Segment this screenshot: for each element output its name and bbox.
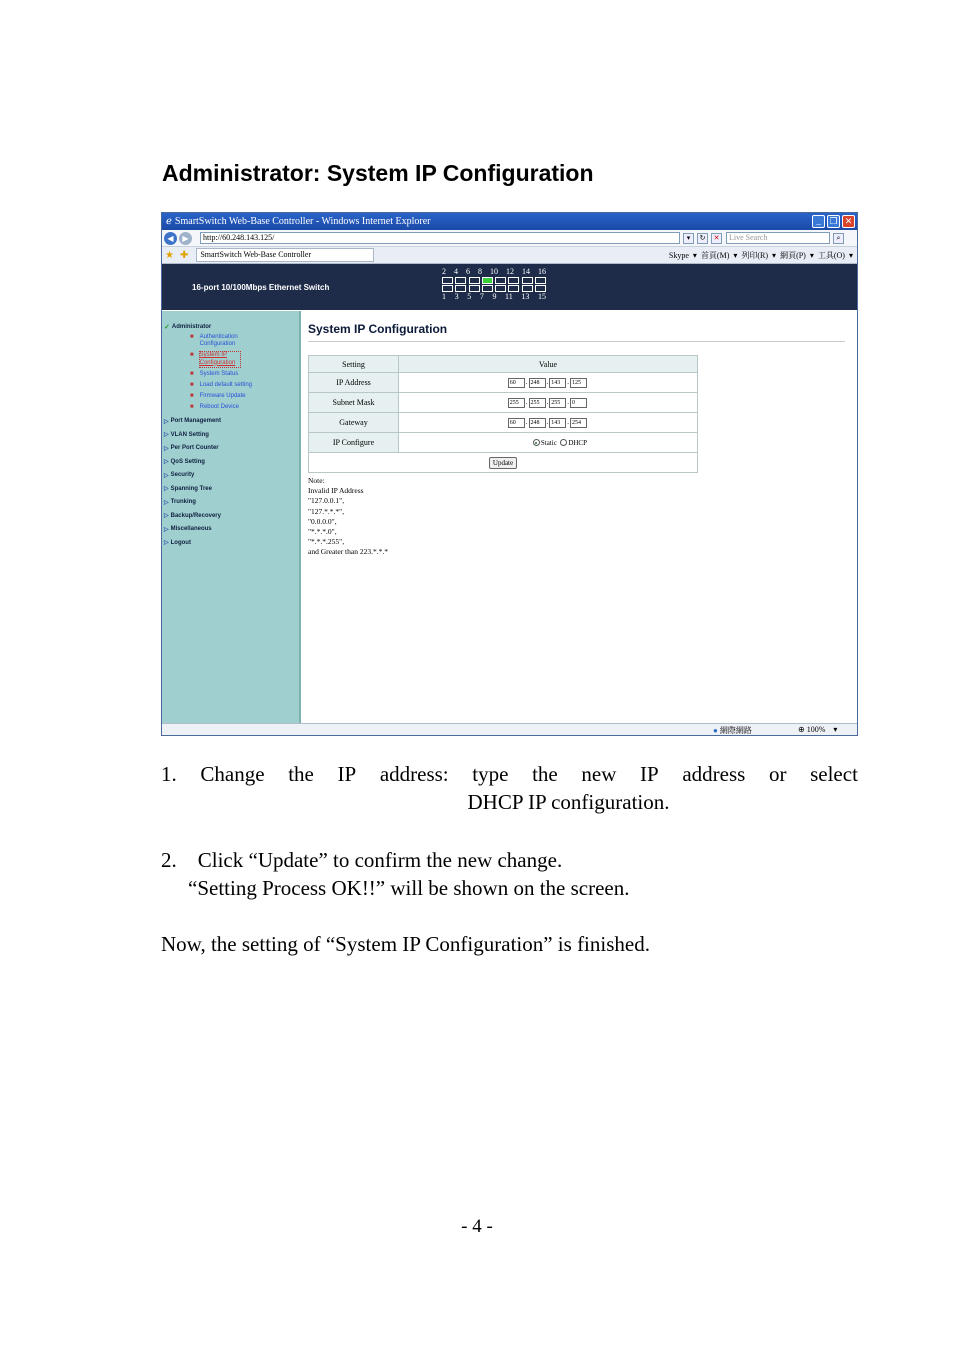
static-label: Static <box>540 438 557 447</box>
sidebar-subitem-system-status[interactable] <box>162 371 299 379</box>
switch-header <box>162 264 857 310</box>
port-number: 6 <box>466 267 470 276</box>
port-led <box>508 277 519 284</box>
ip-configure-label: IP Configure <box>309 433 399 453</box>
table-row <box>309 413 698 433</box>
step-2-line-2: “Setting Process OK!!” will be shown on the screen. <box>188 876 630 900</box>
step-2-line-1: 2. Click “Update” to confirm the new change. <box>161 848 563 872</box>
expand-arrow-icon: ▷ <box>164 486 169 493</box>
expand-arrow-icon: ▷ <box>164 445 169 452</box>
gateway-octet-3-input[interactable]: 143 <box>549 418 566 428</box>
step-1-line-1 <box>161 760 858 788</box>
sidebar-item-label: VLAN Setting <box>170 431 209 438</box>
check-icon: ✓ <box>164 323 170 331</box>
gateway-label: Gateway <box>309 413 399 433</box>
subnet-mask-label: Subnet Mask <box>309 393 399 413</box>
sidebar-item-label: Security <box>170 472 195 479</box>
update-cell <box>309 453 698 473</box>
browser-tab[interactable]: SmartSwitch Web-Base Controller <box>196 248 374 262</box>
subnet-mask-value: 255 . 255 . 255 . 0 <box>399 393 698 413</box>
expand-arrow-icon: ▷ <box>164 459 169 466</box>
port-led <box>508 285 519 292</box>
page-content <box>162 311 857 723</box>
port-led <box>442 277 453 284</box>
port-led <box>482 285 493 292</box>
dropdown-icon[interactable]: ▾ <box>683 233 694 244</box>
ip-octet-2-input[interactable]: 248 <box>529 378 546 388</box>
port-number: 12 <box>506 267 514 276</box>
port-number: 13 <box>521 292 530 301</box>
title-divider <box>308 341 845 342</box>
port-row-top <box>442 277 546 284</box>
port-number: 1 <box>442 292 446 301</box>
minimize-icon[interactable]: _ <box>812 215 825 228</box>
gateway-octet-4-input[interactable]: 254 <box>570 418 587 428</box>
port-row-bottom <box>442 285 546 292</box>
url-input[interactable]: http://60.248.143.125/ <box>200 232 680 244</box>
note-line: Invalid IP Address <box>308 486 364 496</box>
ip-address-value: 60 . 248 . 143 . 125 <box>399 373 698 393</box>
chevron-down-icon: ▾ <box>827 725 838 734</box>
port-number: 3 <box>454 292 459 301</box>
dhcp-radio[interactable] <box>560 439 567 446</box>
sidebar-item-port-counter[interactable] <box>162 442 299 456</box>
ip-configure-value <box>399 433 698 453</box>
window-title: SmartSwitch Web-Base Controller - Windows Internet Explorer <box>174 216 431 227</box>
note-line: and Greater than 223.*.*.* <box>308 547 388 557</box>
port-led <box>455 277 466 284</box>
search-icon[interactable]: ⌕ <box>833 233 844 244</box>
port-number: 5 <box>467 292 472 301</box>
sidebar-item-security[interactable] <box>162 469 299 483</box>
ip-octet-3-input[interactable]: 143 <box>549 378 566 388</box>
refresh-icon[interactable]: ↻ <box>697 233 708 244</box>
add-favorite-icon[interactable]: ✚ <box>179 249 189 261</box>
sidebar-item-trunking[interactable] <box>162 496 299 510</box>
port-number: 11 <box>505 292 513 301</box>
main-panel <box>301 311 857 723</box>
internet-zone-status <box>713 725 752 736</box>
static-radio[interactable] <box>533 439 540 446</box>
note-line: "127.*.*.*", <box>308 506 345 516</box>
bullet-icon: ■ <box>190 392 194 399</box>
note-line: "*.*.*.0", <box>308 527 337 537</box>
port-numbers-top <box>442 267 546 276</box>
note-line: Note: <box>308 476 325 485</box>
zoom-label: 100% <box>806 725 826 734</box>
sidebar-item-spanning-tree[interactable] <box>162 482 299 496</box>
port-number: 8 <box>478 267 482 276</box>
note-line: "*.*.*.255", <box>308 537 345 547</box>
mask-octet-2-input[interactable]: 255 <box>529 398 546 408</box>
gateway-value: 60 . 248 . 143 . 254 <box>399 413 698 433</box>
bullet-icon: ■ <box>190 370 194 377</box>
dhcp-label: DHCP <box>568 438 587 447</box>
stop-icon[interactable]: ✕ <box>711 233 722 244</box>
port-led <box>442 285 453 292</box>
ip-address-label: IP Address <box>309 373 399 393</box>
step-word: Change <box>200 762 265 786</box>
step-word: type <box>472 762 509 786</box>
maximize-icon[interactable]: ❐ <box>827 215 840 228</box>
status-bar <box>162 723 857 735</box>
note-line: "0.0.0.0", <box>308 516 337 526</box>
sidebar-item-label: Per Port Counter <box>170 445 219 452</box>
search-input[interactable]: Live Search <box>726 232 830 244</box>
sidebar-subitem-authentication[interactable] <box>162 334 299 349</box>
step-word: new <box>581 762 617 786</box>
table-row <box>309 453 698 473</box>
bullet-icon: ■ <box>190 381 194 388</box>
port-number: 7 <box>479 292 484 301</box>
sidebar-item-label: Backup/Recovery <box>170 512 221 519</box>
step-word: the <box>532 762 558 786</box>
port-number: 15 <box>537 292 546 301</box>
table-row <box>309 433 698 453</box>
port-led <box>522 277 533 284</box>
sidebar-item-port-management[interactable] <box>162 415 299 429</box>
sidebar-item-backup[interactable] <box>162 509 299 523</box>
expand-arrow-icon: ▷ <box>164 526 169 533</box>
back-icon[interactable]: ◀ <box>164 232 177 245</box>
step-1 <box>161 760 858 816</box>
table-row <box>309 393 698 413</box>
bullet-icon: ■ <box>190 333 194 340</box>
sidebar-item-misc[interactable] <box>162 523 299 537</box>
port-numbers-bottom <box>442 292 546 301</box>
port-led <box>495 285 506 292</box>
sidebar-item-label: QoS Setting <box>170 458 205 465</box>
window-titlebar <box>162 213 857 230</box>
sidebar-subitem-load-default[interactable] <box>162 382 299 390</box>
bullet-icon: ■ <box>190 352 194 358</box>
sidebar-subitem-label: Load default setting <box>199 381 252 388</box>
close-icon[interactable]: ✕ <box>842 215 855 228</box>
favorites-star-icon[interactable]: ★ <box>165 249 174 261</box>
sidebar-item-label: Trunking <box>170 499 196 506</box>
sidebar-subitem-system-ip[interactable] <box>162 352 299 367</box>
step-word: address <box>682 762 746 786</box>
ip-octet-1-input[interactable]: 60 <box>508 378 525 388</box>
command-bar[interactable]: Skype ▾ 首頁(M) ▾ 列印(R) ▾ 網頁(P) ▾ 工具(O) ▾ <box>668 251 853 260</box>
page-number: - 4 - <box>461 1216 493 1237</box>
port-panel <box>442 267 546 301</box>
ip-octet-4-input[interactable]: 125 <box>570 378 587 388</box>
sidebar-subitem-label: Firmware Update <box>199 392 246 399</box>
page-title: System IP Configuration <box>308 322 448 336</box>
bullet-icon: ■ <box>190 403 194 410</box>
column-header-setting: Setting <box>309 356 399 373</box>
gateway-octet-2-input[interactable]: 248 <box>529 418 546 428</box>
sidebar-item-administrator[interactable] <box>162 320 299 334</box>
sidebar-item-vlan[interactable] <box>162 428 299 442</box>
address-bar <box>162 230 857 247</box>
switch-title: 16-port 10/100Mbps Ethernet Switch <box>192 283 330 292</box>
zoom-icon: ⊕ <box>798 725 805 734</box>
table-header-row <box>309 356 698 373</box>
sidebar-subitem-label: Reboot Device <box>199 403 239 410</box>
mask-octet-3-input[interactable]: 255 <box>549 398 566 408</box>
port-number: 16 <box>538 267 546 276</box>
notes-block <box>308 476 388 558</box>
sidebar-item-qos[interactable] <box>162 455 299 469</box>
note-line: "127.0.0.1", <box>308 496 345 506</box>
port-led <box>495 277 506 284</box>
column-header-value: Value <box>399 356 698 373</box>
globe-icon: ● <box>713 726 718 735</box>
window-controls <box>812 215 855 228</box>
step-word: IP <box>640 762 659 786</box>
ip-config-table <box>308 355 698 473</box>
step-word: IP <box>337 762 357 786</box>
update-button[interactable]: Update <box>489 457 517 469</box>
mask-octet-4-input[interactable]: 0 <box>570 398 587 408</box>
sidebar-menu <box>162 311 301 723</box>
zoom-level[interactable] <box>798 725 837 734</box>
sidebar-item-label: Administrator <box>171 323 212 330</box>
sidebar-subitem-firmware[interactable] <box>162 393 299 401</box>
tab-bar <box>162 247 857 264</box>
ie-icon: ℯ <box>166 216 172 227</box>
port-number: 9 <box>492 292 497 301</box>
step-word: select <box>810 762 858 786</box>
expand-arrow-icon: ▷ <box>164 432 169 439</box>
sidebar-item-label: Port Management <box>170 418 221 425</box>
port-led <box>535 277 546 284</box>
sidebar-subitem-label: System IP Configuration <box>200 352 240 367</box>
port-led <box>522 285 533 292</box>
port-number: 10 <box>490 267 498 276</box>
port-led-active <box>482 277 493 284</box>
expand-arrow-icon: ▷ <box>164 418 169 425</box>
port-led <box>469 277 480 284</box>
port-number: 4 <box>454 267 458 276</box>
expand-arrow-icon: ▷ <box>164 499 169 506</box>
expand-arrow-icon: ▷ <box>164 513 169 520</box>
step-2 <box>161 846 629 902</box>
mask-octet-1-input[interactable]: 255 <box>508 398 525 408</box>
port-led <box>455 285 466 292</box>
step-word: the <box>288 762 314 786</box>
sidebar-subitem-label: Authentication Configuration <box>199 333 238 347</box>
port-led <box>535 285 546 292</box>
gateway-octet-1-input[interactable]: 60 <box>508 418 525 428</box>
sidebar-item-label: Logout <box>170 539 191 546</box>
document-heading: Administrator: System IP Configuration <box>162 160 594 186</box>
sidebar-item-label: Spanning Tree <box>170 485 212 492</box>
table-row <box>309 373 698 393</box>
final-sentence: Now, the setting of “System IP Configuration” is finished. <box>161 932 650 956</box>
port-number: 14 <box>522 267 530 276</box>
port-number: 2 <box>442 267 446 276</box>
step-word: address: <box>379 762 449 786</box>
forward-icon[interactable]: ▶ <box>179 232 192 245</box>
zone-label: 網際網路 <box>719 726 752 735</box>
step-number: 1. <box>161 762 177 786</box>
step-1-line-2: DHCP IP configuration. <box>467 790 670 814</box>
sidebar-item-logout[interactable] <box>162 536 299 550</box>
sidebar-subitem-label: System Status <box>199 370 239 377</box>
port-led <box>469 285 480 292</box>
sidebar-subitem-reboot[interactable] <box>162 404 299 412</box>
step-word: or <box>768 762 787 786</box>
sidebar-item-label: Miscellaneous <box>170 526 212 533</box>
expand-arrow-icon: ▷ <box>164 472 169 479</box>
expand-arrow-icon: ▷ <box>164 540 169 547</box>
browser-screenshot <box>161 212 858 736</box>
